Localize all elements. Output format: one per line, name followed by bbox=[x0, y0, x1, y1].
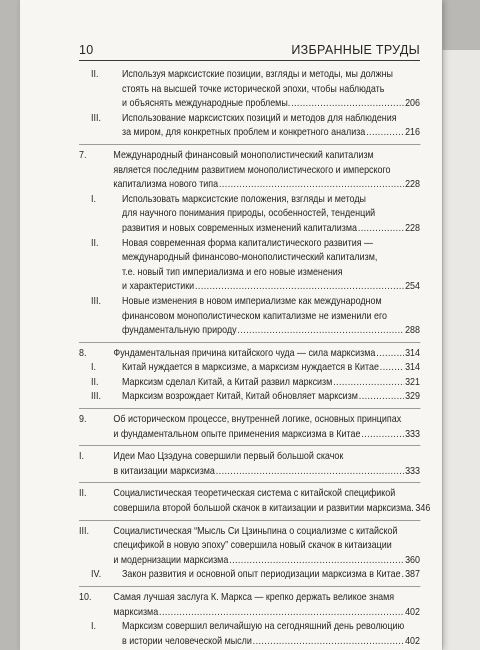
toc-page-number: 402 bbox=[405, 606, 420, 618]
toc-page-number: 321 bbox=[405, 376, 420, 388]
toc-entry[interactable] bbox=[79, 390, 420, 405]
dot-leader bbox=[376, 347, 404, 362]
toc-page-number: 329 bbox=[405, 391, 420, 403]
toc-entry-text: Фундаментальная причина китайского чуда — сила марксизма bbox=[113, 347, 376, 359]
dot-leader bbox=[253, 635, 405, 650]
running-title: ИЗБРАННЫЕ ТРУДЫ bbox=[291, 43, 420, 57]
toc-entry-text: за миром, для конкретных проблем и конкретного анализа bbox=[122, 127, 366, 139]
toc-entry-text: т.е. новый тип империализма и его новые изменения bbox=[122, 266, 343, 278]
toc-entry-number: IV. bbox=[91, 569, 102, 581]
toc-entry-number: III. bbox=[79, 525, 89, 537]
table-of-contents bbox=[79, 68, 431, 649]
toc-entry-text: совершила второй большой скачок в китаизации и развитии марксизма. bbox=[113, 503, 414, 515]
toc-entry-number: III. bbox=[91, 391, 101, 403]
dot-leader bbox=[159, 606, 404, 621]
section-divider bbox=[79, 520, 420, 521]
dot-leader bbox=[229, 554, 404, 569]
dot-leader bbox=[359, 390, 404, 405]
toc-entry-number: 8. bbox=[79, 347, 87, 359]
toc-entry-number: 10. bbox=[79, 592, 92, 603]
section-divider bbox=[79, 482, 420, 483]
toc-page-number: 314 bbox=[405, 362, 420, 374]
toc-entry-text: является последним развитием монополистического и имперского bbox=[113, 164, 391, 176]
toc-entry-text: фундаментальную природу bbox=[122, 325, 237, 337]
dot-leader bbox=[195, 280, 404, 295]
toc-entry-text: в китаизации марксизма bbox=[113, 465, 215, 477]
toc-page-number: 254 bbox=[405, 281, 420, 293]
toc-entry[interactable] bbox=[79, 237, 420, 295]
toc-entry-text: Новые изменения в новом империализме как международном bbox=[122, 295, 382, 307]
section-divider bbox=[79, 586, 420, 587]
toc-entry-text: Об историческом процессе, внутренней логике, основных принципах bbox=[113, 414, 402, 426]
section-divider bbox=[79, 408, 420, 409]
dot-leader bbox=[237, 324, 404, 339]
toc-entry-text: Социалистическая теоретическая система с китайской спецификой bbox=[113, 488, 396, 500]
toc-entry-text: капитализма нового типа bbox=[113, 179, 219, 191]
toc-entry-text: спецификой в новую эпоху” совершила новый скачок в китаизации bbox=[113, 540, 392, 552]
toc-entry-number: I. bbox=[91, 193, 97, 205]
toc-entry-text: Китай нуждается в марксизме, а марксизм нуждается в Китае bbox=[122, 362, 379, 374]
toc-entry[interactable] bbox=[79, 149, 420, 193]
toc-page-number: 314 bbox=[405, 347, 420, 359]
toc-entry-text: Самая лучшая заслуга К. Маркса — крепко держать великое знамя bbox=[113, 592, 395, 603]
toc-entry-number: 7. bbox=[79, 149, 87, 161]
toc-entry-text: финансовом монополистическом капитализме не изменили его bbox=[122, 310, 388, 322]
toc-page-number: 346 bbox=[415, 503, 431, 515]
toc-entry-text: и модернизации марксизма bbox=[113, 554, 229, 566]
toc-entry-text: Используя марксистские позиции, взгляды и методы, мы должны bbox=[122, 69, 393, 80]
toc-entry[interactable] bbox=[79, 413, 420, 442]
toc-entry-number: II. bbox=[79, 488, 87, 500]
dot-leader bbox=[216, 465, 404, 480]
toc-entry-text: стоять на высшей точке исторической эпохи, чтобы наблюдать bbox=[122, 83, 385, 95]
toc-entry-text: для научного понимания природы, особенностей, тенденций bbox=[122, 208, 376, 220]
toc-entry-number: I. bbox=[79, 451, 84, 463]
next-page-edge bbox=[442, 50, 480, 650]
toc-entry-number: III. bbox=[91, 112, 101, 124]
dot-leader bbox=[291, 97, 404, 112]
toc-entry-text: Марксизм возрождает Китай, Китай обновляет марксизм bbox=[122, 391, 358, 403]
section-divider bbox=[79, 342, 420, 343]
dot-leader bbox=[401, 568, 404, 583]
toc-page-number: 387 bbox=[405, 569, 420, 581]
section-divider bbox=[79, 445, 420, 446]
toc-entry[interactable] bbox=[79, 620, 420, 649]
toc-entry-text: в истории человеческой мысли bbox=[122, 635, 252, 647]
book-page bbox=[20, 0, 442, 650]
toc-entry[interactable] bbox=[79, 361, 420, 376]
dot-leader bbox=[333, 376, 404, 391]
toc-entry-number: 9. bbox=[79, 414, 87, 426]
toc-entry[interactable] bbox=[79, 450, 420, 479]
toc-entry[interactable] bbox=[79, 295, 420, 339]
toc-page-number: 228 bbox=[405, 179, 420, 191]
dot-leader bbox=[380, 361, 404, 376]
toc-entry-number: I. bbox=[91, 362, 97, 374]
dot-leader bbox=[358, 222, 404, 237]
toc-entry-text: Марксизм совершил величайшую на сегодняшний день революцию bbox=[122, 621, 405, 633]
toc-page-number: 333 bbox=[405, 465, 420, 477]
toc-entry-text: и фундаментальном опыте применения марксизма в Китае bbox=[113, 428, 361, 440]
toc-entry[interactable] bbox=[79, 487, 431, 516]
toc-entry-text: Социалистическая “Мысль Си Цзиньпина о социализме с китайской bbox=[113, 525, 398, 537]
toc-entry-number: II. bbox=[91, 237, 99, 249]
page-number: 10 bbox=[79, 43, 94, 57]
toc-page-number: 206 bbox=[405, 98, 420, 110]
toc-entry-text: Использовать марксистские положения, взгляды и методы bbox=[122, 193, 366, 205]
toc-entry-number: I. bbox=[91, 621, 97, 633]
toc-entry[interactable] bbox=[79, 568, 420, 583]
toc-page-number: 216 bbox=[405, 127, 420, 139]
dot-leader bbox=[219, 178, 404, 193]
toc-entry-text: марксизма bbox=[113, 606, 159, 618]
toc-entry-text: Международный финансовый монополистический капитализм bbox=[113, 149, 374, 161]
dot-leader bbox=[366, 126, 404, 141]
toc-entry[interactable] bbox=[79, 68, 420, 112]
toc-entry-text: развития и новых современных изменений капитализма bbox=[122, 222, 357, 234]
toc-entry-number: II. bbox=[91, 69, 99, 80]
toc-page-number: 360 bbox=[405, 554, 420, 566]
toc-page-number: 288 bbox=[405, 325, 420, 337]
toc-entry[interactable] bbox=[79, 591, 420, 620]
toc-entry[interactable] bbox=[79, 376, 420, 391]
dot-leader bbox=[361, 428, 404, 443]
toc-entry-text: Новая современная форма капиталистического развития — bbox=[122, 237, 373, 249]
toc-entry[interactable] bbox=[79, 525, 420, 569]
toc-entry-text: Марксизм сделал Китай, а Китай развил марксизм bbox=[122, 376, 333, 388]
toc-entry-number: III. bbox=[91, 295, 101, 307]
toc-entry-text: международный финансово-монополистический капитализм, bbox=[122, 252, 378, 264]
toc-entry-number: II. bbox=[91, 376, 99, 388]
toc-entry[interactable] bbox=[79, 112, 420, 141]
toc-page-number: 228 bbox=[405, 222, 420, 234]
toc-entry-text: и характеристики bbox=[122, 281, 195, 293]
toc-entry[interactable] bbox=[79, 347, 420, 362]
toc-entry-text: Использование марксистских позиций и методов для наблюдения bbox=[122, 112, 397, 124]
toc-entry-text: и объяснять международные проблемы. bbox=[122, 98, 291, 110]
running-header bbox=[79, 36, 420, 61]
toc-page-number: 333 bbox=[405, 428, 420, 440]
toc-entry-text: Идеи Мао Цзэдуна совершили первый большой скачок bbox=[113, 451, 344, 463]
section-divider bbox=[79, 144, 420, 145]
toc-entry[interactable] bbox=[79, 193, 420, 237]
toc-page-number: 402 bbox=[405, 635, 420, 647]
toc-entry-text: Закон развития и основной опыт периодизации марксизма в Китае bbox=[122, 569, 401, 581]
